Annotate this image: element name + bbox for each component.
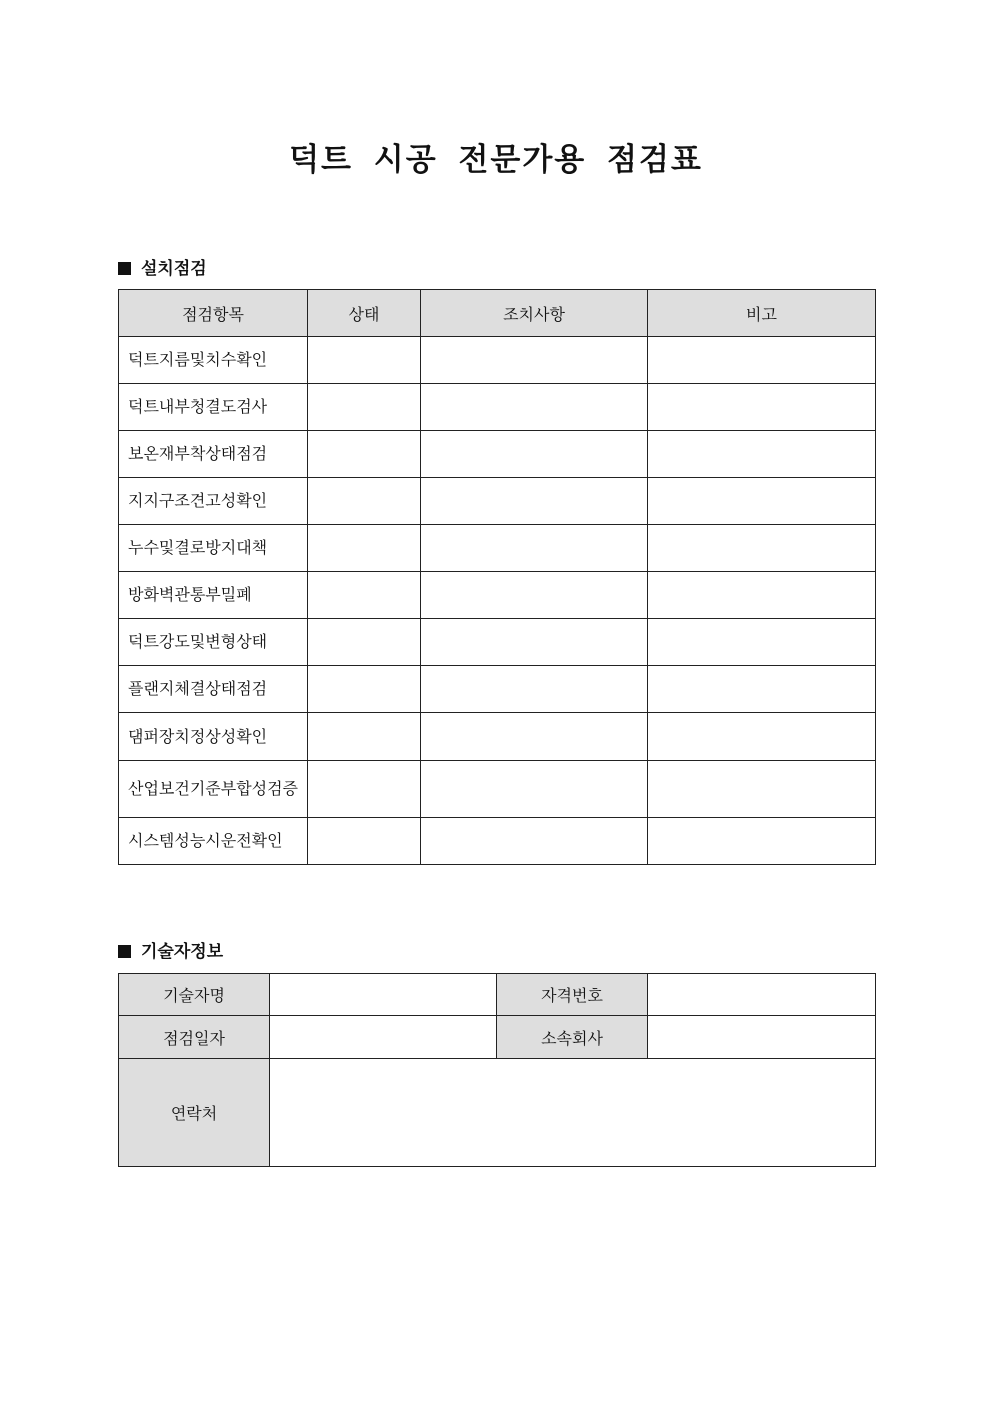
action-cell[interactable] [421, 431, 648, 478]
table-row [119, 478, 876, 525]
note-cell[interactable] [648, 572, 876, 619]
column-header-item: 점검항목 [119, 290, 308, 337]
table-header-row [119, 290, 876, 337]
contact-field[interactable] [270, 1059, 876, 1167]
column-header-note: 비고 [648, 290, 876, 337]
section-heading-install [118, 254, 207, 279]
note-cell[interactable] [648, 384, 876, 431]
inspection-date-field[interactable] [270, 1016, 497, 1059]
company-label: 소속회사 [497, 1016, 648, 1059]
license-number-field[interactable] [648, 974, 876, 1016]
note-cell[interactable] [648, 619, 876, 666]
document-title: 덕트 시공 전문가용 점검표 [289, 142, 703, 178]
note-cell[interactable] [648, 431, 876, 478]
status-cell[interactable] [308, 384, 421, 431]
install-check-table [118, 289, 876, 865]
section-heading-technician [118, 937, 223, 962]
inspection-date-label: 점검일자 [119, 1016, 270, 1059]
status-cell[interactable] [308, 478, 421, 525]
action-cell[interactable] [421, 572, 648, 619]
table-row [119, 1059, 876, 1167]
license-number-label: 자격번호 [497, 974, 648, 1016]
table-row [119, 572, 876, 619]
section-heading-text: 설치점검 [141, 259, 207, 279]
item-label: 덕트지름및치수확인 [119, 337, 308, 384]
technician-name-label: 기술자명 [119, 974, 270, 1016]
action-cell[interactable] [421, 761, 648, 818]
status-cell[interactable] [308, 431, 421, 478]
square-bullet-icon [118, 945, 131, 958]
action-cell[interactable] [421, 525, 648, 572]
table-row [119, 666, 876, 713]
action-cell[interactable] [421, 384, 648, 431]
action-cell[interactable] [421, 478, 648, 525]
table-row [119, 761, 876, 818]
table-row [119, 384, 876, 431]
technician-name-field[interactable] [270, 974, 497, 1016]
contact-label: 연락처 [119, 1059, 270, 1167]
company-field[interactable] [648, 1016, 876, 1059]
status-cell[interactable] [308, 818, 421, 865]
table-row [119, 431, 876, 478]
status-cell[interactable] [308, 525, 421, 572]
status-cell[interactable] [308, 761, 421, 818]
item-label: 보온재부착상태점검 [119, 431, 308, 478]
status-cell[interactable] [308, 572, 421, 619]
section-heading-text: 기술자정보 [141, 942, 224, 962]
table-row [119, 818, 876, 865]
item-label: 덕트내부청결도검사 [119, 384, 308, 431]
table-row [119, 1016, 876, 1059]
action-cell[interactable] [421, 713, 648, 761]
table-row [119, 619, 876, 666]
item-label: 누수및결로방지대책 [119, 525, 308, 572]
column-header-action: 조치사항 [421, 290, 648, 337]
item-label: 플랜지체결상태점검 [119, 666, 308, 713]
status-cell[interactable] [308, 713, 421, 761]
note-cell[interactable] [648, 525, 876, 572]
note-cell[interactable] [648, 761, 876, 818]
table-row [119, 525, 876, 572]
note-cell[interactable] [648, 478, 876, 525]
table-row [119, 713, 876, 761]
item-label: 지지구조견고성확인 [119, 478, 308, 525]
item-label: 방화벽관통부밀폐 [119, 572, 308, 619]
item-label: 산업보건기준부합성검증 [119, 761, 308, 818]
status-cell[interactable] [308, 666, 421, 713]
action-cell[interactable] [421, 666, 648, 713]
note-cell[interactable] [648, 818, 876, 865]
status-cell[interactable] [308, 619, 421, 666]
action-cell[interactable] [421, 337, 648, 384]
square-bullet-icon [118, 262, 131, 275]
item-label: 시스템성능시운전확인 [119, 818, 308, 865]
table-row [119, 974, 876, 1016]
table-row [119, 337, 876, 384]
action-cell[interactable] [421, 619, 648, 666]
status-cell[interactable] [308, 337, 421, 384]
note-cell[interactable] [648, 666, 876, 713]
note-cell[interactable] [648, 713, 876, 761]
note-cell[interactable] [648, 337, 876, 384]
column-header-status: 상태 [308, 290, 421, 337]
action-cell[interactable] [421, 818, 648, 865]
item-label: 덕트강도및변형상태 [119, 619, 308, 666]
item-label: 댐퍼장치정상성확인 [119, 713, 308, 761]
technician-info-table [118, 973, 876, 1167]
